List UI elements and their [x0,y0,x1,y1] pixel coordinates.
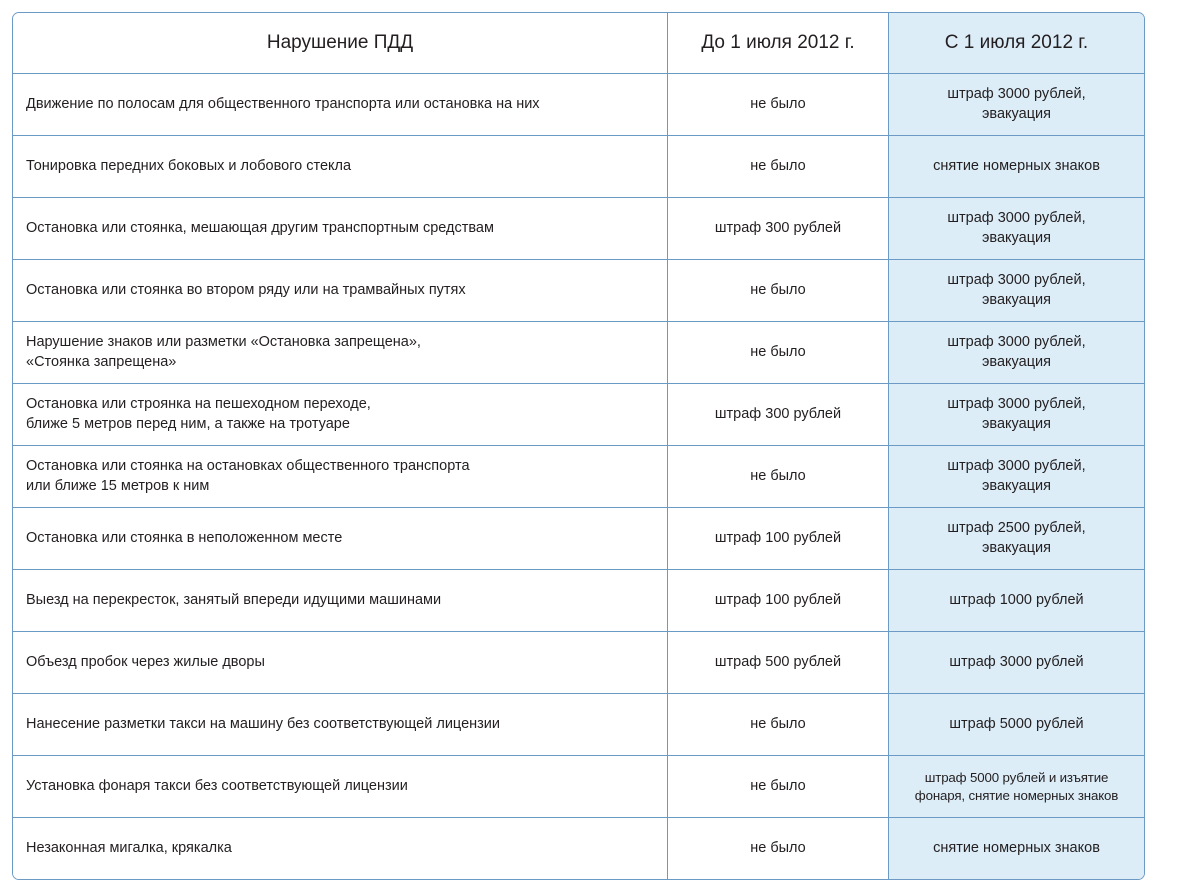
cell-violation [13,260,668,322]
cell-violation [13,694,668,756]
table-row [13,74,1144,136]
violation-text-line: Остановка или стоянка во втором ряду или на трамвайных путях [26,281,466,298]
penalty-after-line: штраф 5000 рублей [949,715,1084,732]
violation-text-line: Установка фонаря такси без соответствующей лицензии [26,777,408,794]
cell-violation [13,198,668,260]
violation-text-line: Остановка или стоянка, мешающая другим транспортным средствам [26,219,494,236]
cell-penalty-before: не было [668,446,889,508]
cell-penalty-after [889,508,1144,570]
table-row [13,260,1144,322]
cell-penalty-before: штраф 300 рублей [668,198,889,260]
cell-penalty-before: штраф 300 рублей [668,384,889,446]
penalty-after-line: штраф 3000 рублей, [947,210,1086,227]
fines-comparison-table [12,12,1145,880]
table-row [13,198,1144,260]
penalty-after-line: штраф 3000 рублей, [947,334,1086,351]
cell-violation [13,74,668,136]
violation-text-line: Движение по полосам для общественного транспорта или остановка на них [26,95,540,112]
table-row [13,136,1144,198]
cell-violation [13,508,668,570]
penalty-after-line: эвакуация [982,477,1051,494]
table-header-row [13,13,1144,74]
violation-text-line: или ближе 15 метров к ним [26,477,210,494]
cell-penalty-before: не было [668,322,889,384]
violation-text-line: Нарушение знаков или разметки «Остановка запрещена», [26,334,421,351]
table-row [13,756,1144,818]
penalty-after-line: снятие номерных знаков [933,839,1100,856]
cell-penalty-before: не было [668,818,889,879]
cell-penalty-after [889,632,1144,694]
penalty-after-line: эвакуация [982,291,1051,308]
table-header [13,13,1144,74]
cell-violation [13,756,668,818]
cell-violation [13,818,668,879]
table-row [13,384,1144,446]
table-row [13,632,1144,694]
table-row [13,694,1144,756]
violation-text-line: Тонировка передних боковых и лобового стекла [26,157,352,174]
table-row [13,508,1144,570]
cell-penalty-before: не было [668,260,889,322]
cell-penalty-before: штраф 100 рублей [668,570,889,632]
cell-penalty-before: штраф 500 рублей [668,632,889,694]
penalty-after-line: эвакуация [982,353,1051,370]
penalty-after-line: эвакуация [982,229,1051,246]
table-row [13,446,1144,508]
penalty-after-line: штраф 3000 рублей, [947,272,1086,289]
cell-penalty-after [889,322,1144,384]
column-header-after: С 1 июля 2012 г. [889,13,1144,74]
penalty-after-line: эвакуация [982,539,1051,556]
violation-text-line: Выезд на перекресток, занятый впереди идущими машинами [26,591,442,608]
cell-penalty-after [889,384,1144,446]
violation-text-line: Остановка или строянка на пешеходном переходе, [26,396,371,413]
penalty-after-line: штраф 3000 рублей [949,653,1084,670]
cell-penalty-after [889,74,1144,136]
cell-violation [13,632,668,694]
table-body [13,74,1144,879]
cell-penalty-after [889,136,1144,198]
cell-violation [13,322,668,384]
penalty-after-line: штраф 3000 рублей, [947,396,1086,413]
penalty-after-line: штраф 2500 рублей, [947,520,1086,537]
violation-text-line: Остановка или стоянка на остановках общественного транспорта [26,458,470,475]
cell-penalty-before: не было [668,136,889,198]
violation-text-line: Нанесение разметки такси на машину без соответствующей лицензии [26,715,500,732]
penalty-after-line: эвакуация [982,105,1051,122]
penalty-after-line: штраф 3000 рублей, [947,86,1086,103]
cell-penalty-before: штраф 100 рублей [668,508,889,570]
violation-text-line: Объезд пробок через жилые дворы [26,653,265,670]
cell-penalty-before: не было [668,74,889,136]
cell-penalty-after [889,694,1144,756]
penalty-after-line: эвакуация [982,415,1051,432]
penalty-after-line: снятие номерных знаков [933,157,1100,174]
cell-violation [13,570,668,632]
cell-penalty-after [889,446,1144,508]
column-header-violation: Нарушение ПДД [13,13,668,74]
cell-penalty-after [889,570,1144,632]
table-row [13,570,1144,632]
cell-violation [13,446,668,508]
cell-violation [13,136,668,198]
violation-text-line: ближе 5 метров перед ним, а также на тротуаре [26,415,350,432]
cell-penalty-after [889,756,1144,818]
fines-comparison-table-wrapper [12,12,1143,856]
cell-penalty-before: не было [668,694,889,756]
violation-text-line: Остановка или стоянка в неположенном месте [26,529,343,546]
cell-penalty-after [889,818,1144,879]
penalty-after-line: штраф 1000 рублей [949,591,1084,608]
table-row [13,322,1144,384]
cell-penalty-after [889,260,1144,322]
penalty-after-line: фонаря, снятие номерных знаков [914,787,1119,803]
table-row [13,818,1144,879]
violation-text-line: «Стоянка запрещена» [26,353,177,370]
cell-violation [13,384,668,446]
cell-penalty-before: не было [668,756,889,818]
column-header-before: До 1 июля 2012 г. [668,13,889,74]
cell-penalty-after [889,198,1144,260]
violation-text-line: Незаконная мигалка, крякалка [26,839,232,856]
penalty-after-line: штраф 3000 рублей, [947,458,1086,475]
penalty-after-line: штраф 5000 рублей и изъятие [924,770,1109,786]
